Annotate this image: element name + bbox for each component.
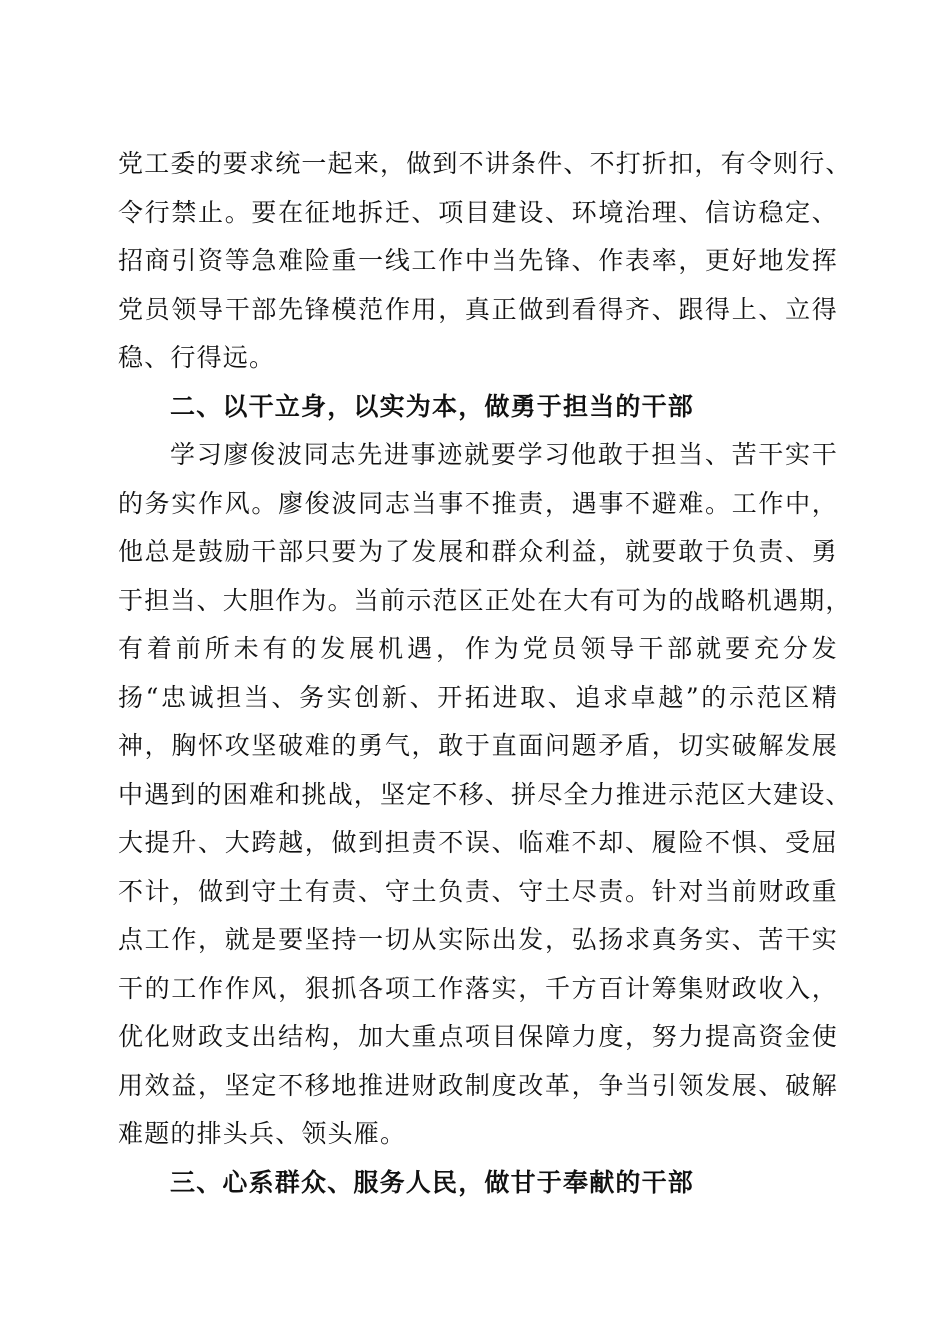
paragraph-line: 优化财政支出结构，加大重点项目保障力度，努力提高资金使: [118, 1022, 838, 1051]
paragraph-line: 招商引资等急难险重一线工作中当先锋、作表率，更好地发挥: [118, 246, 838, 275]
paragraph-line: 有着前所未有的发展机遇，作为党员领导干部就要充分发: [118, 634, 838, 663]
paragraph-line: 神，胸怀攻坚破难的勇气，敢于直面问题矛盾，切实破解发展: [118, 731, 838, 760]
paragraph-line: 党员领导干部先锋模范作用，真正做到看得齐、跟得上、立得: [118, 294, 838, 324]
document-body: [118, 140, 852, 1207]
paragraph-line: 中遇到的困难和挑战，坚定不移、拼尽全力推进示范区大建设、: [118, 779, 852, 809]
paragraph-line: 党工委的要求统一起来，做到不讲条件、不打折扣，有令则行、: [118, 149, 852, 178]
section-heading-3: 三、心系群众、服务人民，做甘于奉献的干部: [170, 1167, 695, 1197]
paragraph-line: 难题的排头兵、领头雁。: [118, 1119, 407, 1148]
paragraph-line: 不计，做到守土有责、守土负责、守土尽责。针对当前财政重: [118, 876, 838, 906]
paragraph-line: 的务实作风。廖俊波同志当事不推责，遇事不避难。工作中，: [118, 488, 838, 518]
paragraph-line: 令行禁止。要在征地拆迁、项目建设、环境治理、信访稳定、: [118, 197, 838, 227]
paragraph-line: 扬“忠诚担当、务实创新、开拓进取、追求卓越”的示范区精: [118, 682, 838, 712]
paragraph-line: 他总是鼓励干部只要为了发展和群众利益，就要敢于负责、勇: [118, 537, 838, 566]
paragraph-line: 大提升、大跨越，做到担责不误、临难不却、履险不惧、受屈: [118, 828, 838, 857]
paragraph-line: 学习廖俊波同志先进事迹就要学习他敢于担当、苦干实干: [170, 440, 838, 469]
paragraph-line: 点工作，就是要坚持一切从实际出发，弘扬求真务实、苦干实: [118, 925, 838, 954]
paragraph-line: 干的工作作风，狠抓各项工作落实，千方百计筹集财政收入，: [118, 973, 838, 1003]
paragraph-line: 用效益，坚定不移地推进财政制度改革，争当引领发展、破解: [118, 1070, 838, 1100]
paragraph-line: 稳、行得远。: [118, 343, 276, 372]
paragraph-line: 于担当、大胆作为。当前示范区正处在大有可为的战略机遇期，: [118, 585, 852, 615]
section-heading-2: 二、以干立身，以实为本，做勇于担当的干部: [170, 391, 695, 421]
